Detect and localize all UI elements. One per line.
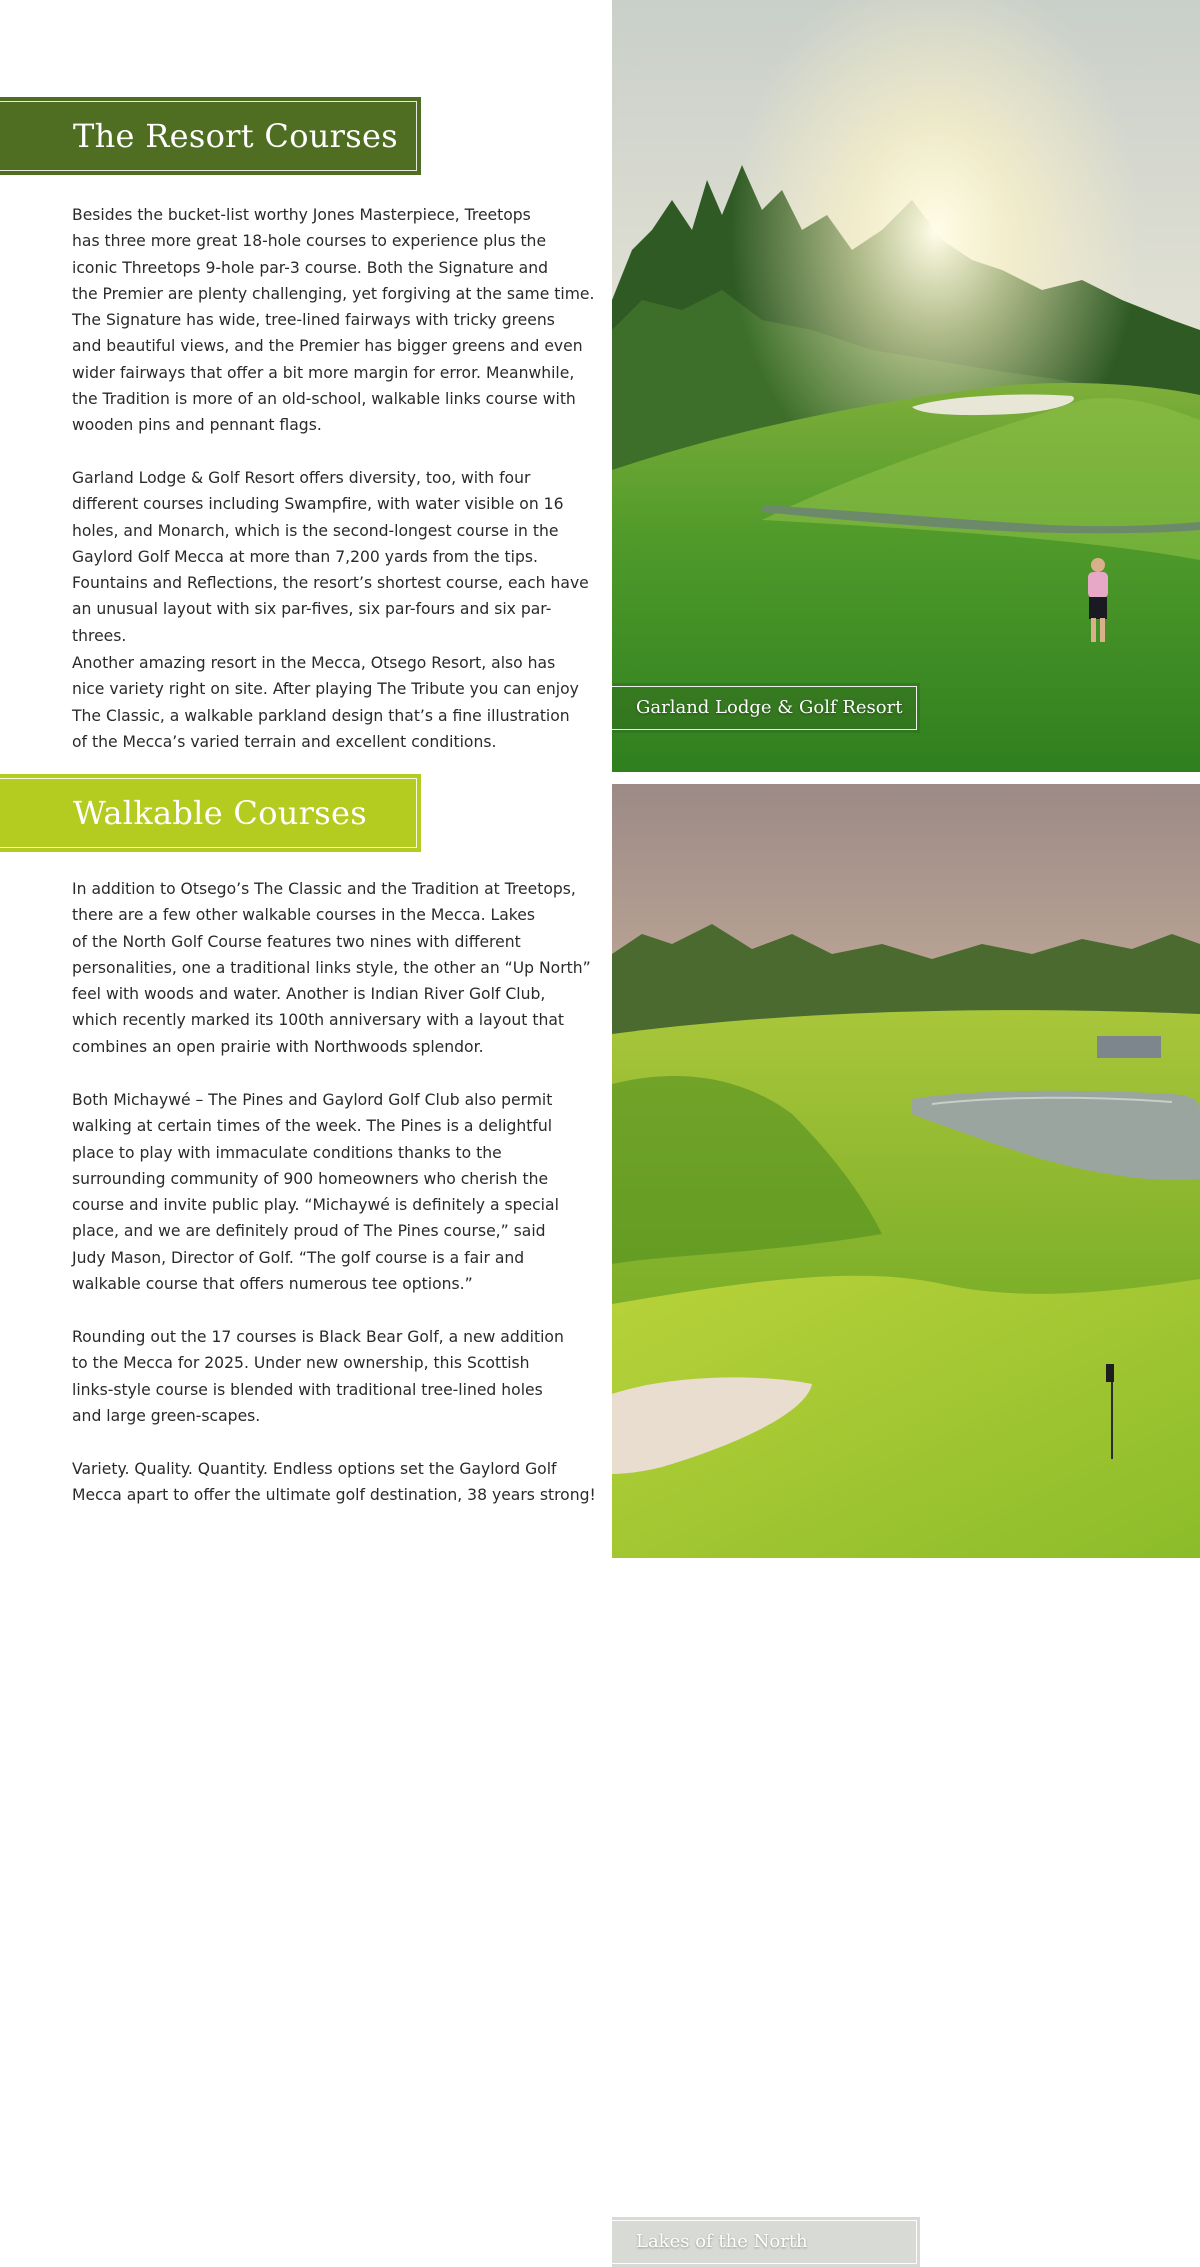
section-banner-walkable-courses bbox=[0, 774, 421, 852]
text-column bbox=[0, 0, 612, 1558]
paragraph: Rounding out the 17 courses is Black Bear Golf, a new addition to the Mecca for 2025. Under new ownership, this Scottish links-style course is blended with traditional tree-lined holes and large green-scapes. bbox=[72, 1328, 564, 1425]
section-banner-resort-courses bbox=[0, 97, 421, 175]
paragraph: Another amazing resort in the Mecca, Otsego Resort, also has nice variety right on site. After playing The Tribute you can enjoy The Classic, a walkable parkland design that’s a fine illustration of the Mecca’s varied terrain and excellent conditions. bbox=[72, 654, 579, 751]
section-title: Walkable Courses bbox=[73, 794, 367, 832]
paragraph: Both Michaywé – The Pines and Gaylord Golf Club also permit walking at certain times of the week. The Pines is a delightful place to play with immaculate conditions thanks to the surrounding community of 900 homeowners who cherish the course and invite public play. “Michaywé is definitely a special place, and we are definitely proud of The Pines course,” said Judy Mason, Director of Golf. “The golf course is a fair and walkable course that offers numerous tee options.” bbox=[72, 1091, 559, 1294]
paragraph: In addition to Otsego’s The Classic and the Tradition at Treetops, there are a few other walkable courses in the Mecca. Lakes of the North Golf Course features two nines with different personalities, one a traditional links style, the other an “Up North” feel with woods and water. Another is Indian River Golf Club, which recently marked its 100th anniversary with a layout that combines an open prairie with Northwoods splendor. bbox=[72, 880, 591, 1056]
photo-caption bbox=[612, 2217, 920, 2267]
paragraph: Garland Lodge & Golf Resort offers diversity, too, with four different courses including Swampfire, with water visible on 16 holes, and Monarch, which is the second-longest course in the Gaylord Golf Mecca at more than 7,200 yards from the tips. Fountains and Reflections, the resort’s shortest course, each have an unusual layout with six par-fives, six par-fours and six par-threes. bbox=[72, 469, 589, 645]
golf-course-photo-lakes-of-the-north bbox=[612, 784, 1200, 2252]
paragraph: Besides the bucket-list worthy Jones Masterpiece, Treetops has three more great 18-hole courses to experience plus the iconic Threetops 9-hole par-3 course. Both the Signature and the Premier are plenty challenging, yet forgiving at the same time. The Signature has wide, tree-lined fairways with tricky greens and beautiful views, and the Premier has bigger greens and even wider fairways that offer a bit more margin for error. Meanwhile, the Tradition is more of an old-school, walkable links course with wooden pins and pennant flags. bbox=[72, 206, 595, 435]
photo-column bbox=[612, 0, 1200, 2252]
paragraph: Variety. Quality. Quantity. Endless options set the Gaylord Golf Mecca apart to offer the ultimate golf destination, 38 years strong! bbox=[72, 1460, 596, 1505]
section-title: The Resort Courses bbox=[73, 117, 398, 155]
photo-caption-text: Lakes of the North bbox=[636, 2231, 808, 2252]
photo-caption-text: Garland Lodge & Golf Resort bbox=[636, 697, 903, 718]
golf-course-photo-garland bbox=[612, 0, 1200, 772]
photo-caption bbox=[612, 683, 920, 733]
